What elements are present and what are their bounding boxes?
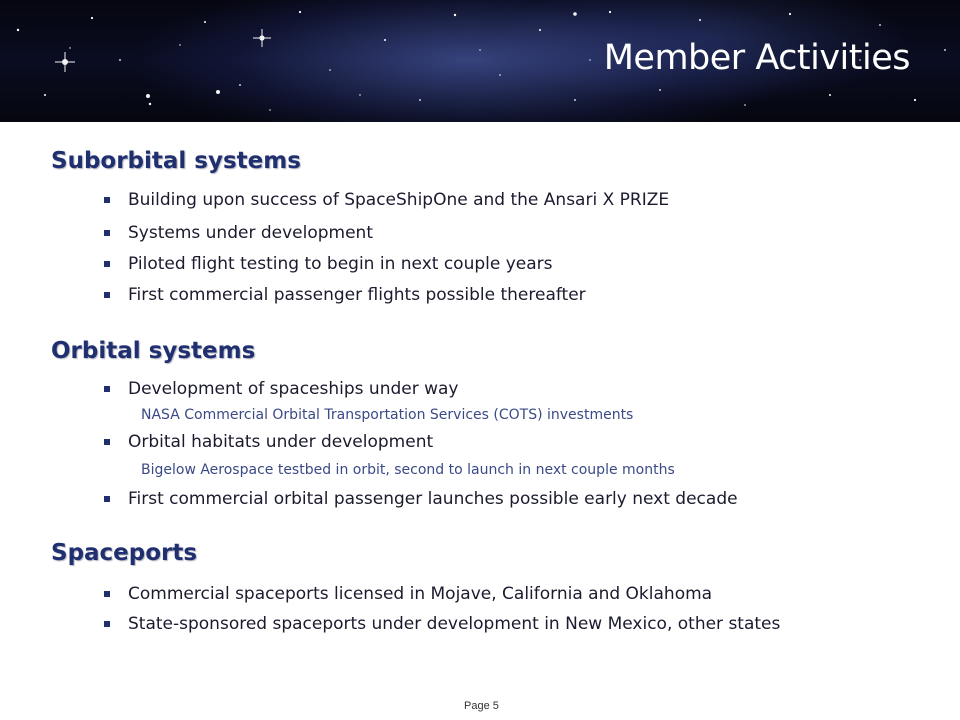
heading-suborbital: Suborbital systems bbox=[51, 148, 301, 174]
slide-title: Member Activities bbox=[603, 38, 910, 78]
bullet-marker bbox=[104, 292, 110, 298]
bullet-marker bbox=[104, 439, 110, 445]
bullet-marker bbox=[104, 621, 110, 627]
page-number: Page 5 bbox=[464, 700, 499, 712]
sub-item: NASA Commercial Orbital Transportation Services (COTS) investments bbox=[141, 407, 634, 423]
header-banner bbox=[0, 0, 960, 122]
bullet-marker bbox=[104, 197, 110, 203]
bullet-marker bbox=[104, 230, 110, 236]
heading-spaceports: Spaceports bbox=[51, 540, 198, 566]
bullet-marker bbox=[104, 591, 110, 597]
sub-item: Bigelow Aerospace testbed in orbit, second to launch in next couple months bbox=[141, 462, 675, 478]
heading-orbital: Orbital systems bbox=[51, 338, 256, 364]
bullet-marker bbox=[104, 386, 110, 392]
bullet-marker bbox=[104, 496, 110, 502]
bullet-marker bbox=[104, 261, 110, 267]
